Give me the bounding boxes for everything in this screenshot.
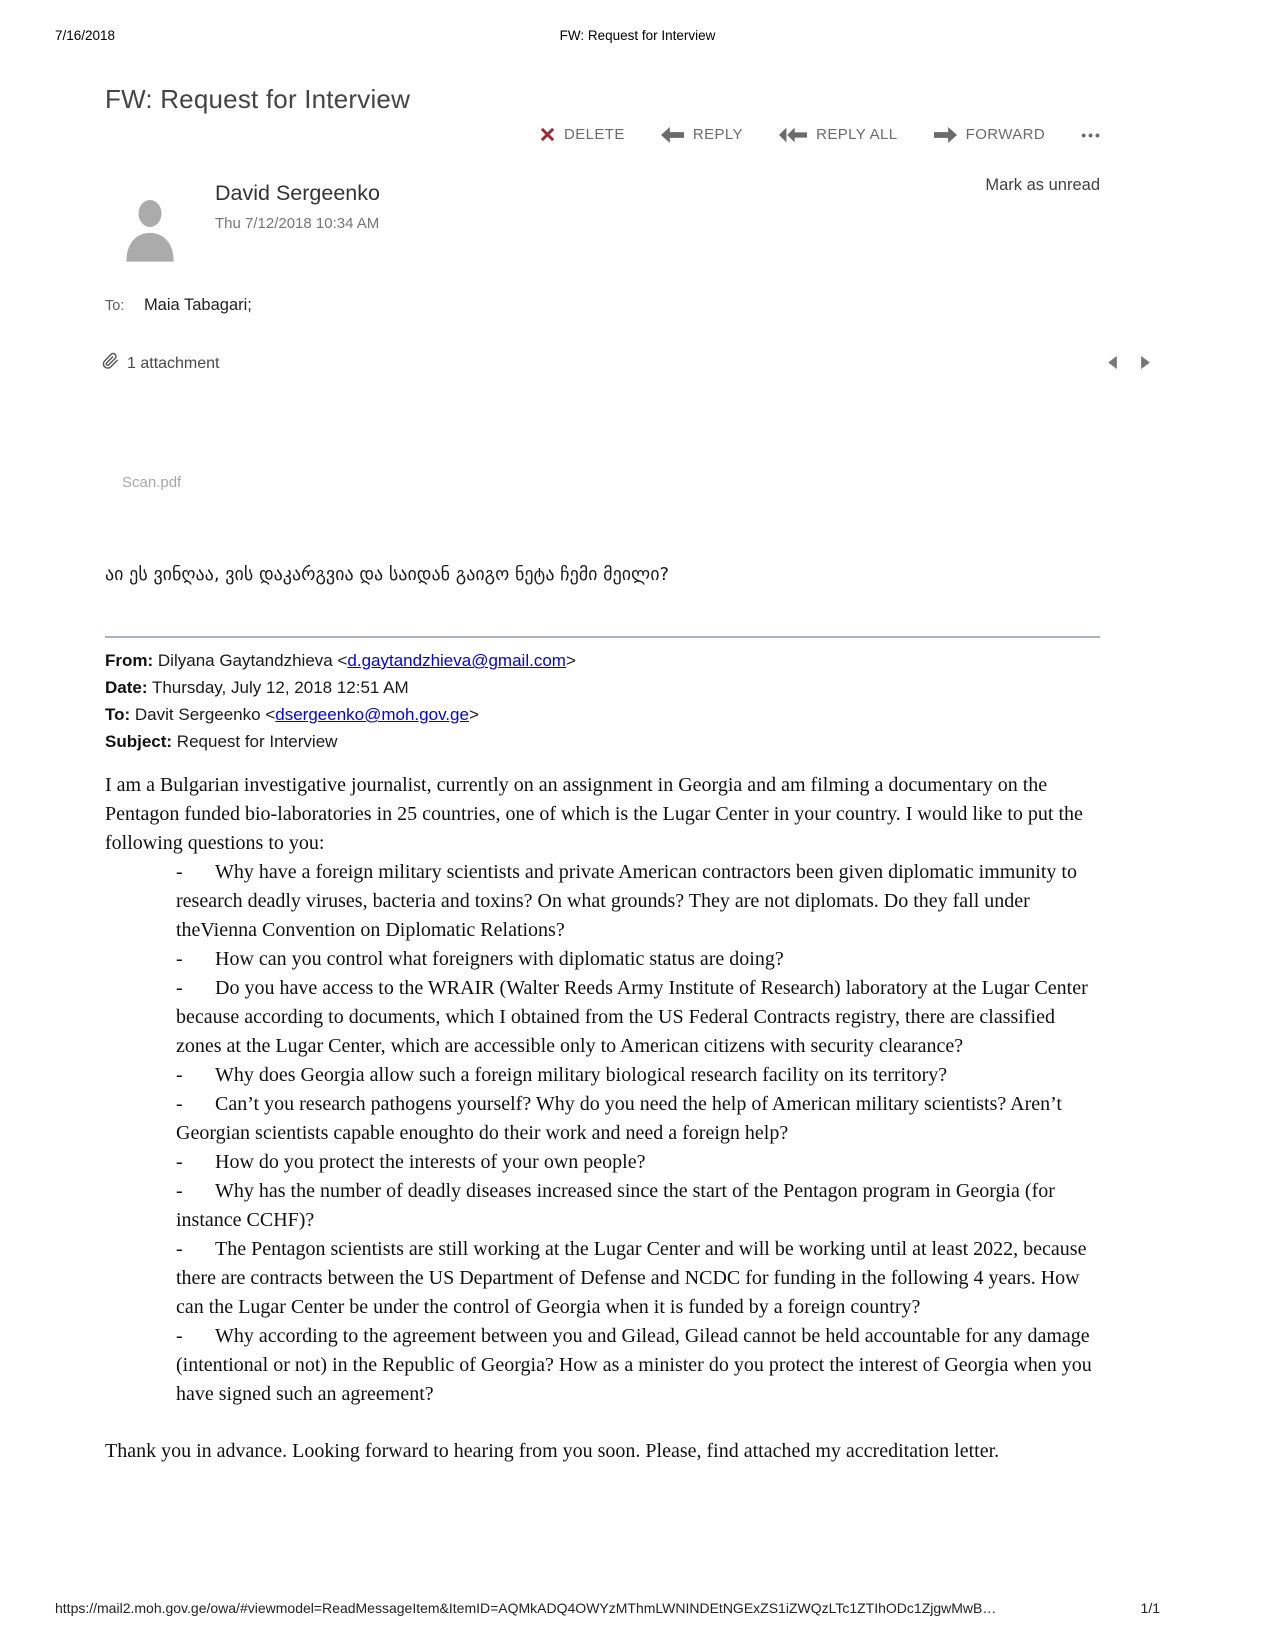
from-email-link[interactable]: d.gaytandzhieva@gmail.com xyxy=(347,651,566,670)
more-actions-button[interactable]: ••• xyxy=(1081,126,1102,143)
question-item: - How can you control what foreigners with diplomatic status are doing? xyxy=(176,948,784,970)
question-item: - Why has the number of deadly diseases increased since the start of the Pentagon program in Georgia (for instance CCHF)? xyxy=(176,1180,1055,1231)
body-closing: Thank you in advance. Looking forward to hearing from you soon. Please, find attached my accreditation letter. xyxy=(105,1440,1000,1462)
quoted-date-row xyxy=(105,674,1100,701)
question-text: How do you protect the interests of your own people? xyxy=(215,1151,646,1173)
date-value: Thursday, July 12, 2018 12:51 AM xyxy=(151,678,409,697)
paperclip-icon xyxy=(102,352,119,375)
delete-x-icon xyxy=(540,127,555,142)
quoted-message-divider xyxy=(105,636,1100,638)
print-page-number: 1/1 xyxy=(1140,1600,1160,1616)
subject-value: Request for Interview xyxy=(176,732,338,751)
reply-button[interactable] xyxy=(661,126,743,143)
date-label: Date: xyxy=(105,678,148,697)
next-item-arrow[interactable] xyxy=(1141,356,1150,374)
attachment-file[interactable]: Scan.pdf xyxy=(122,474,182,491)
question-text: Do you have access to the WRAIR (Walter Reeds Army Institute of Research) laboratory at the Lugar Center because according to documents, which I obtained from the US Federal Contracts registry, there are classified zones at the Lugar Center, which are accessible only to American citizens with security clearance? xyxy=(176,977,1088,1057)
page-title: FW: Request for Interview xyxy=(105,84,411,114)
quoted-subject-row xyxy=(105,728,1100,755)
recipient-name[interactable]: Maia Tabagari; xyxy=(143,296,252,314)
reply-all-button[interactable] xyxy=(779,126,897,143)
print-title: FW: Request for Interview xyxy=(559,28,716,43)
question-text: The Pentagon scientists are still working at the Lugar Center and will be working until at least 2022, because there are contracts between the US Department of Defense and NCDC for funding in the following 4 years. How can the Lugar Center be under the control of Georgia when it is funded by a foreign country? xyxy=(176,1238,1087,1318)
from-name: Dilyana Gaytandzhieva xyxy=(157,651,333,670)
print-header xyxy=(0,28,1275,46)
attachment-row xyxy=(102,352,220,375)
angle-close: > xyxy=(468,705,479,724)
question-item: - Do you have access to the WRAIR (Walter Reeds Army Institute of Research) laboratory at the Lugar Center because according to documents, which I obtained from the US Federal Contracts registry, there are classified zones at the Lugar Center, which are accessible only to American citizens with security clearance? xyxy=(176,977,1088,1057)
question-text: Why does Georgia allow such a foreign military biological research facility on its territory? xyxy=(215,1064,948,1086)
sender-name: David Sergeenko xyxy=(215,181,380,205)
question-text: Why according to the agreement between you and Gilead, Gilead cannot be held accountable for any damage (intentional or not) in the Republic of Georgia? How as a minister do you protect the interest of Georgia when you have signed such an agreement? xyxy=(176,1325,1092,1405)
quoted-headers xyxy=(105,647,1100,755)
message-toolbar xyxy=(540,126,1102,143)
question-item: - Can’t you research pathogens yourself? Why do you need the help of American military scientists? Aren’t Georgian scientists capable enoughto do their work and need a foreign help? xyxy=(176,1093,1062,1144)
angle-open: < xyxy=(265,705,276,724)
quoted-to-row xyxy=(105,701,1100,728)
mark-as-unread-link[interactable]: Mark as unread xyxy=(985,176,1100,194)
to-email-link[interactable]: dsergeenko@moh.gov.ge xyxy=(275,705,469,724)
body-intro: I am a Bulgarian investigative journalist, currently on an assignment in Georgia and am filming a documentary on the Pentagon funded bio-laboratories in 25 countries, one of which is the Lugar Center in your country. I would like to put the following questions to you: xyxy=(105,774,1083,854)
reply-arrow-icon xyxy=(661,127,684,143)
question-text: Why has the number of deadly diseases increased since the start of the Pentagon program in Georgia (for instance CCHF)? xyxy=(176,1180,1055,1231)
print-footer-url: https://mail2.moh.gov.ge/owa/#viewmodel=ReadMessageItem&ItemID=AQMkADQ4OWYzMThmLWNINDEtNGExZS1iZWQzLTc1ZTIhODc1ZjgwMwB… xyxy=(55,1600,997,1616)
attachment-count: 1 attachment xyxy=(127,354,220,372)
question-item: - Why according to the agreement between you and Gilead, Gilead cannot be held accountable for any damage (intentional or not) in the Republic of Georgia? How as a minister do you protect the interest of Georgia when you have signed such an agreement? xyxy=(176,1325,1092,1405)
recipient-row xyxy=(105,296,252,315)
from-label: From: xyxy=(105,651,154,670)
item-nav-arrows xyxy=(1108,356,1150,374)
quoted-to-label: To: xyxy=(105,705,131,724)
question-text: Why have a foreign military scientists and private American contractors been given diplomatic immunity to research deadly viruses, bacteria and toxins? On what grounds? They are not diplomats. Do they fall under theVienna Convention on Diplomatic Relations? xyxy=(176,861,1077,941)
angle-open: < xyxy=(337,651,348,670)
forward-label: FORWARD xyxy=(965,126,1046,143)
to-label: To: xyxy=(105,298,125,314)
question-text: Can’t you research pathogens yourself? Why do you need the help of American military scientists? Aren’t Georgian scientists capable enoughto do their work and need a foreign help? xyxy=(176,1093,1062,1144)
print-date: 7/16/2018 xyxy=(55,28,116,43)
question-item: - How do you protect the interests of your own people? xyxy=(176,1151,646,1173)
sent-timestamp: Thu 7/12/2018 10:34 AM xyxy=(215,215,380,232)
sender-avatar[interactable] xyxy=(123,196,177,262)
forward-button[interactable] xyxy=(934,126,1045,143)
angle-close: > xyxy=(565,651,576,670)
delete-label: DELETE xyxy=(564,126,625,143)
message-body xyxy=(105,771,1097,1466)
question-text: How can you control what foreigners with diplomatic status are doing? xyxy=(215,948,784,970)
reply-all-arrow-icon xyxy=(779,127,807,143)
question-item: - The Pentagon scientists are still working at the Lugar Center and will be working until at least 2022, because there are contracts between the US Department of Defense and NCDC for funding in the following 4 years. How can the Lugar Center be under the control of Georgia when it is funded by a foreign country? xyxy=(176,1238,1087,1318)
prev-item-arrow[interactable] xyxy=(1108,356,1117,374)
quoted-from-row xyxy=(105,647,1100,674)
forward-note-text: აი ეს ვინღაა, ვის დაკარგვია და საიდან გაიგო ნეტა ჩემი მეილი? xyxy=(105,564,670,585)
forward-arrow-icon xyxy=(934,127,957,143)
question-item: - Why does Georgia allow such a foreign military biological research facility on its territory? xyxy=(176,1064,948,1086)
delete-button[interactable] xyxy=(540,126,625,143)
reply-all-label: REPLY ALL xyxy=(816,126,898,143)
question-item: - Why have a foreign military scientists and private American contractors been given diplomatic immunity to research deadly viruses, bacteria and toxins? On what grounds? They are not diplomats. Do they fall under theVienna Convention on Diplomatic Relations? xyxy=(176,861,1077,941)
subject-label: Subject: xyxy=(105,732,173,751)
quoted-to-name: Davit Sergeenko xyxy=(134,705,261,724)
reply-label: REPLY xyxy=(692,126,743,143)
